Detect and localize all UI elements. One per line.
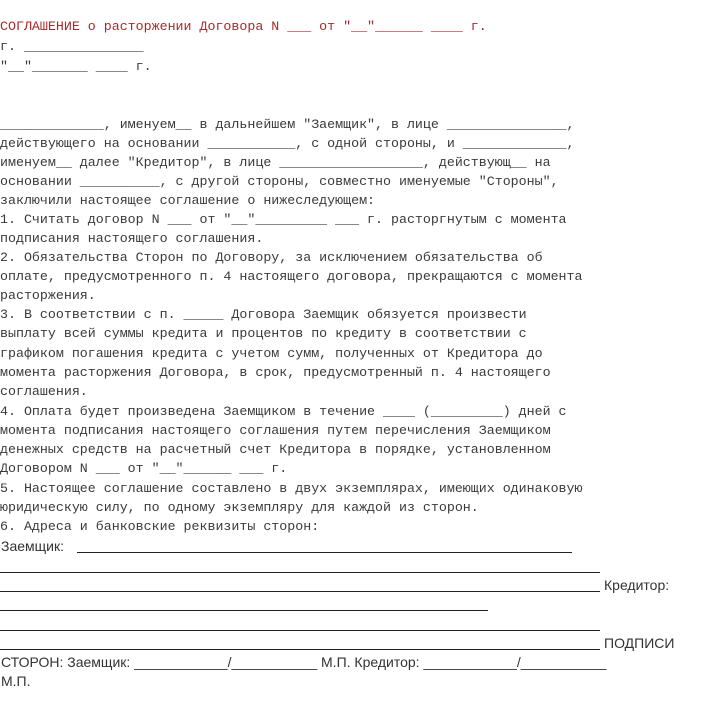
clause-3-line: соглашения. [0,384,88,399]
clause-3-line: графиком погашения кредита с учетом сумм, полученных от Кредитора до [0,346,543,361]
requisite-rule [0,630,600,631]
borrower-label: Заемщик: [1,538,65,554]
clause-3-line: 3. В соответствии с п. _____ Договора Заемщик обязуется произвести [0,307,527,322]
signature-line: СТОРОН: Заемщик: ____________/___________ М.П. Кредитор: ____________/___________ [1,654,607,670]
preamble-line: заключили настоящее соглашение о нижеследующем: [0,193,376,208]
clause-3-line: момента расторжения Договора, в срок, предусмотренный п. 4 настоящего [0,365,551,380]
clause-4-line: Договором N ___ от "__"______ ___ г. [0,461,288,476]
creditor-label: Кредитор: [604,577,670,593]
preamble-line: основании __________, с другой стороны, совместно именуемые "Стороны", [0,174,559,189]
preamble-line: действующего на основании ___________, с одной стороны, и _____________, [0,136,575,151]
city-line: г. _______________ [0,39,144,54]
clause-5-line: 5. Настоящее соглашение составлено в двух экземплярах, имеющих одинаковую [0,481,583,496]
clause-4-line: денежных средств на расчетный счет Кредитора в порядке, установленном [0,442,551,457]
requisite-rule [0,649,600,650]
requisite-rule [0,591,600,592]
clause-5-line: юридическую силу, по одному экземпляру для каждой из сторон. [0,500,479,515]
clause-4-line: 4. Оплата будет произведена Заемщиком в течение ____ (_________) дней с [0,404,567,419]
clause-3-line: выплату всей суммы кредита и процентов по кредиту в соответствии с [0,326,527,341]
clause-4-line: момента подписания настоящего соглашения путем перечисления Заемщиком [0,423,551,438]
clause-2-line: расторжения. [0,288,96,303]
clause-2-line: 2. Обязательства Сторон по Договору, за исключением обязательства об [0,250,543,265]
date-line: "__"_______ ____ г. [0,59,152,74]
stamp-label: М.П. [1,673,31,689]
signatures-label: ПОДПИСИ [604,635,675,651]
preamble-line: _____________, именуем__ в дальнейшем "Заемщик", в лице _______________, [0,117,575,132]
clause-1-line: подписания настоящего соглашения. [0,231,264,246]
clause-1-line: 1. Считать договор N ___ от "__"_________ ___ г. расторгнутым с момента [0,212,567,227]
document-title: СОГЛАШЕНИЕ о расторжении Договора N ___ от "__"______ ____ г. [0,19,487,34]
clause-6-line: 6. Адреса и банковские реквизиты сторон: [0,519,320,534]
preamble-line: именуем__ далее "Кредитор", в лице __________________, действующ__ на [0,155,551,170]
requisite-rule [0,610,488,611]
borrower-rule [77,552,572,553]
clause-2-line: оплате, предусмотренного п. 4 настоящего договора, прекращаются с момента [0,269,583,284]
requisite-rule [0,572,600,573]
